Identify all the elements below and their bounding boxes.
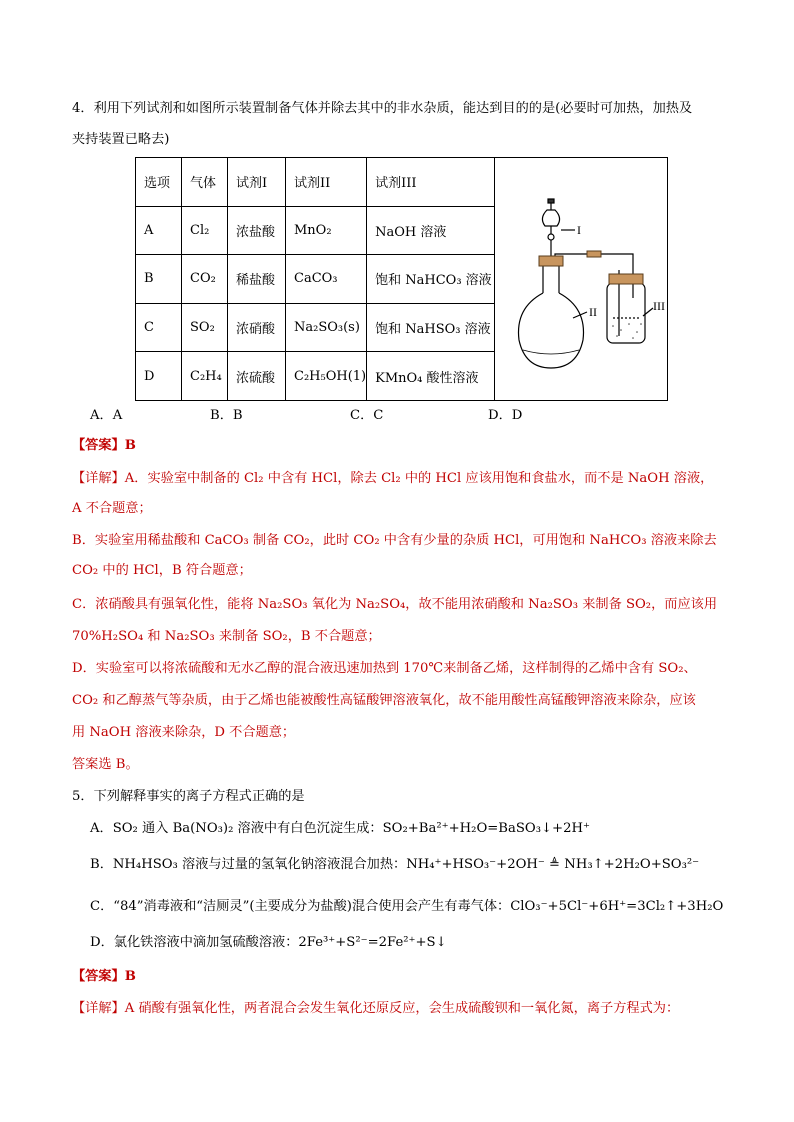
header-cell: 气体 — [182, 158, 228, 207]
cell: B — [136, 255, 182, 304]
cell: 浓硫酸 — [228, 352, 286, 401]
apparatus-cell — [495, 158, 668, 401]
q4-explain-line: 【详解】A．实验室中制备的 Cl₂ 中含有 HCl，除去 Cl₂ 中的 HCl 应该用饱和食盐水，而不是 NaOH 溶液， — [72, 471, 714, 486]
cell: SO₂ — [182, 303, 228, 352]
cell: NaOH 溶液 — [367, 206, 495, 255]
cell: 饱和 NaHSO₃ 溶液 — [367, 303, 495, 352]
q5-option-a: A．SO₂ 通入 Ba(NO₃)₂ 溶液中有白色沉淀生成：SO₂+Ba²⁺+H₂O=BaSO₃↓+2H⁺ — [90, 821, 590, 836]
header-cell: 选项 — [136, 158, 182, 207]
q4-explain-line: A 不合题意； — [72, 501, 152, 516]
q5-explain: 【详解】A 硝酸有强氧化性，两者混合会发生氧化还原反应，会生成硫酸钡和一氧化氮，离子方程式为： — [72, 1001, 680, 1016]
cell: CO₂ — [182, 255, 228, 304]
table-header-row — [136, 158, 668, 207]
cell: C₂H₄ — [182, 352, 228, 401]
cell: C — [136, 303, 182, 352]
q4-explain-line: C．浓硝酸具有强氧化性，能将 Na₂SO₃ 氧化为 Na₂SO₄，故不能用浓硝酸和 Na₂SO₃ 来制备 SO₂，而应该用 — [72, 597, 718, 612]
q4-explain-line: D．实验室可以将浓硫酸和无水乙醇的混合液迅速加热到 170℃来制备乙烯，这样制得的乙烯中含有 SO₂、 — [72, 661, 697, 676]
header-cell: 试剂I — [228, 158, 286, 207]
header-cell: 试剂II — [286, 158, 367, 207]
q5-stem: 5．下列解释事实的离子方程式正确的是 — [72, 789, 305, 804]
q5-option-b: B．NH₄HSO₃ 溶液与过量的氢氧化钠溶液混合加热：NH₄⁺+HSO₃⁻+2OH⁻ ≜ NH₃↑+2H₂O+SO₃²⁻ — [90, 857, 700, 872]
header-cell: 试剂III — [367, 158, 495, 207]
q5-answer: 【答案】B — [72, 969, 136, 984]
cell: 稀盐酸 — [228, 255, 286, 304]
q4-explain-line: B．实验室用稀盐酸和 CaCO₃ 制备 CO₂，此时 CO₂ 中含有少量的杂质 HCl，可用饱和 NaHCO₃ 溶液来除去 — [72, 533, 717, 548]
q4-option-b: B．B — [210, 408, 243, 423]
label-II: II — [589, 305, 598, 319]
label-I: I — [577, 223, 582, 237]
cell: 浓硝酸 — [228, 303, 286, 352]
q4-stem-line2: 夹持装置已略去) — [72, 132, 170, 147]
q4-explain-line: CO₂ 和乙醇蒸气等杂质，由于乙烯也能被酸性高锰酸钾溶液氧化，故不能用酸性高锰酸钾溶液来除杂，应该 — [72, 693, 696, 708]
cell: Cl₂ — [182, 206, 228, 255]
q4-explain-line: 70%H₂SO₄ 和 Na₂SO₃ 来制备 SO₂，B 不合题意； — [72, 629, 381, 644]
q4-explain-line: 用 NaOH 溶液来除杂，D 不合题意； — [72, 725, 296, 740]
q4-option-d: D．D — [488, 408, 523, 423]
q4-option-c: C．C — [350, 408, 384, 423]
q5-option-d: D．氯化铁溶液中滴加氢硫酸溶液：2Fe³⁺+S²⁻=2Fe²⁺+S↓ — [90, 935, 447, 950]
q4-final: 答案选 B。 — [72, 757, 139, 772]
cell: D — [136, 352, 182, 401]
q4-option-a: A．A — [90, 408, 123, 423]
cell: CaCO₃ — [286, 255, 367, 304]
q5-option-c: C．“84”消毒液和“洁厕灵”(主要成分为盐酸)混合使用会产生有毒气体：ClO₃⁻+5Cl⁻+6H⁺=3Cl₂↑+3H₂O — [90, 899, 724, 914]
cell: KMnO₄ 酸性溶液 — [367, 352, 495, 401]
cell: A — [136, 206, 182, 255]
cell: C₂H₅OH(1) — [286, 352, 367, 401]
cell: Na₂SO₃(s) — [286, 303, 367, 352]
cell: 饱和 NaHCO₃ 溶液 — [367, 255, 495, 304]
q4-explain-line: CO₂ 中的 HCl，B 符合题意； — [72, 563, 252, 578]
cell: 浓盐酸 — [228, 206, 286, 255]
apparatus-diagram — [495, 158, 667, 396]
label-III: III — [653, 299, 666, 313]
q4-answer: 【答案】B — [72, 438, 136, 453]
cell: MnO₂ — [286, 206, 367, 255]
q4-table — [135, 157, 668, 401]
q4-stem-line1: 4．利用下列试剂和如图所示装置制备气体并除去其中的非水杂质，能达到目的的是(必要时可加热，加热及 — [72, 101, 693, 116]
